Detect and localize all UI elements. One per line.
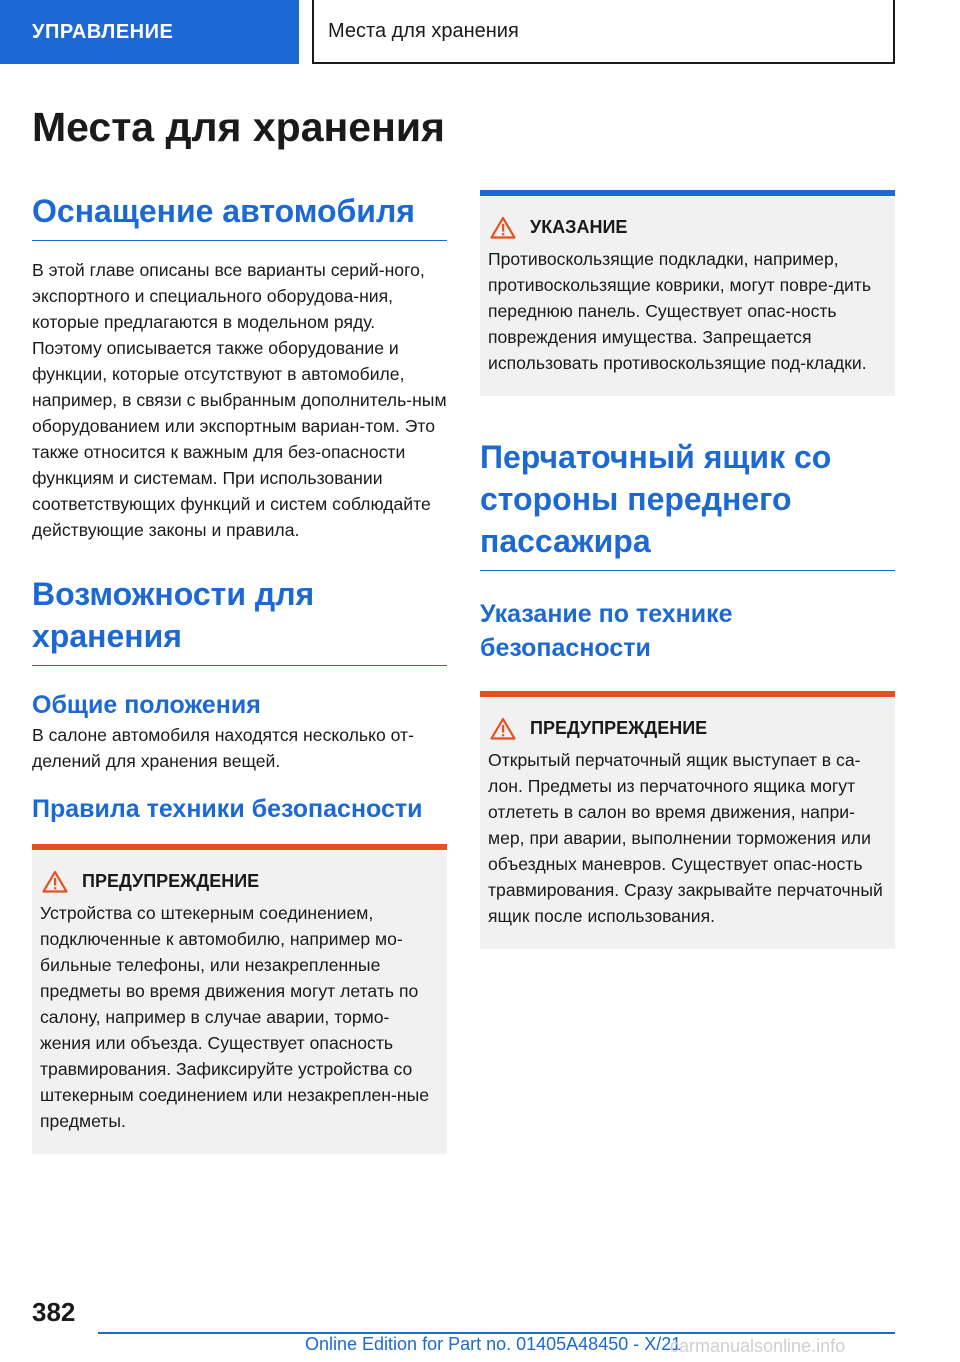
general-text: В салоне автомобиля находятся несколько от-делений для хранения вещей. — [32, 725, 414, 771]
heading-glovebox: Перчаточный ящик со стороны переднего пассажира — [480, 436, 895, 571]
warning-label: ПРЕДУПРЕЖДЕНИЕ — [530, 718, 708, 738]
right-column — [480, 190, 895, 949]
watermark: carmanualsonline.info — [670, 1336, 846, 1356]
warning-text: Устройства со штекерным соединением, подключенные к автомобилю, например мо-бильные телефоны, или незакрепленные предметы во время движения могут летать по салону, например в случае аварии, тормо-жения или объезда. Существует опасность травмирования. Зафиксируйте устройства со штекерным соединением или незакреплен-ные предметы. — [40, 903, 429, 1131]
heading-safety-rules: Правила техники безопасности — [32, 795, 423, 823]
page-title: Места для хранения — [32, 104, 445, 150]
warning-triangle-icon — [490, 717, 516, 740]
notice-header — [490, 214, 887, 240]
chapter-tab[interactable]: УПРАВЛЕНИЕ — [0, 0, 299, 64]
notice-text: Противоскользящие подкладки, например, противоскользящие коврики, могут повре-дить переднюю панель. Существует опас-ность повреждения имущества. Запрещается использовать противоскользящие под-кладки. — [488, 249, 872, 373]
warning-box — [32, 844, 447, 1154]
notice-box — [480, 190, 895, 396]
edition-link[interactable]: Online Edition for Part no. 01405A48450 - X/21 — [305, 1334, 682, 1354]
warning-triangle-icon — [42, 870, 68, 893]
notice-label: УКАЗАНИЕ — [530, 217, 628, 237]
warning-triangle-icon — [490, 216, 516, 239]
glovebox-warning-box — [480, 691, 895, 949]
warning-header — [42, 868, 439, 894]
section-title: Места для хранения — [312, 0, 895, 64]
heading-storage: Возможности для хранения — [32, 573, 447, 666]
heading-equipment: Оснащение автомобиля — [32, 190, 447, 241]
warning-label: ПРЕДУПРЕЖДЕНИЕ — [82, 871, 260, 891]
heading-general: Общие положения — [32, 691, 261, 719]
page-number: 382 — [32, 1297, 76, 1327]
warning-header — [490, 715, 887, 741]
left-column — [32, 190, 447, 1154]
glovebox-warning-text: Открытый перчаточный ящик выступает в са-лон. Предметы из перчаточного ящика могут отлететь в салон во время движения, напри-мер, при аварии, выполнении торможения или объездных маневров. Существует опас-ность травмирования. Сразу закрывайте перчаточный ящик после использования. — [488, 750, 883, 926]
heading-safety-note: Указание по технике безопасности — [480, 600, 733, 662]
equipment-text: В этой главе описаны все варианты серий-ного, экспортного и специального оборудова-ния, которые предлагаются в модельном ряду. Поэтому описывается также оборудование и функции, которые отсутствуют в автомобиле, например, в связи с выбранным дополнитель-ным оборудованием или экспортным вариан-том. Это также относится к важным для без-опасности функциям и системам. При использовании соответствующих функций и систем соблюдайте действующие законы и правила. — [32, 260, 447, 540]
